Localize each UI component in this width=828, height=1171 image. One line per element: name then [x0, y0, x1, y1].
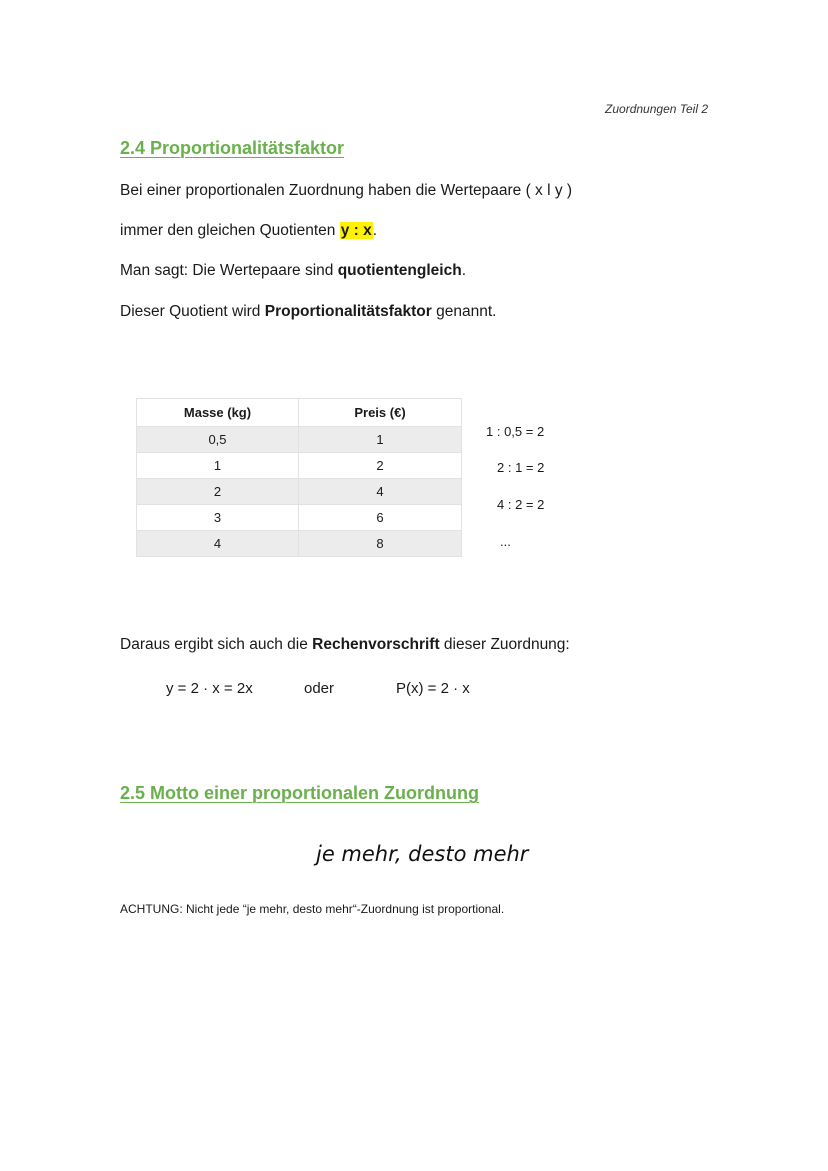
- table-row: [137, 505, 462, 531]
- table-row: [137, 453, 462, 479]
- table-cell-mass: 2: [137, 479, 299, 505]
- table-row: [137, 479, 462, 505]
- table-cell-mass: 4: [137, 531, 299, 557]
- calculation-2: 2 : 1 = 2: [497, 460, 545, 475]
- line4-suffix: genannt.: [431, 303, 497, 320]
- formula-y: y = 2 · x = 2x: [166, 680, 253, 697]
- table-cell-mass: 1: [137, 453, 299, 479]
- calculation-ellipsis: ...: [500, 534, 511, 549]
- table-cell-price: 4: [299, 479, 462, 505]
- motto-text: je mehr, desto mehr: [316, 842, 529, 866]
- table-cell-price: 8: [299, 531, 462, 557]
- line3-period: .: [461, 262, 466, 279]
- line2-period: .: [372, 222, 378, 239]
- calculation-1: 1 : 0,5 = 2: [486, 424, 545, 439]
- term-quotientengleich: quotientengleich: [337, 262, 462, 279]
- term-rechenvorschrift: Rechenvorschrift: [312, 636, 440, 653]
- highlighted-quotient: y : x: [340, 222, 372, 239]
- line3-text: Man sagt: Die Wertepaare sind: [120, 262, 338, 279]
- table-cell-price: 2: [299, 453, 462, 479]
- line4-text: Dieser Quotient wird: [120, 303, 265, 320]
- table-cell-mass: 3: [137, 505, 299, 531]
- table-header-mass: Masse (kg): [137, 399, 299, 427]
- table-cell-price: 6: [299, 505, 462, 531]
- calculation-3: 4 : 2 = 2: [497, 497, 545, 512]
- paragraph-line-2: [120, 222, 377, 240]
- table-cell-mass: 0,5: [137, 427, 299, 453]
- line2-text: immer den gleichen Quotienten: [120, 222, 340, 239]
- table-cell-price: 1: [299, 427, 462, 453]
- rule-text: Daraus ergibt sich auch die: [120, 636, 313, 653]
- table-row: [137, 427, 462, 453]
- term-proportionalitaetsfaktor: Proportionalitätsfaktor: [264, 303, 432, 320]
- warning-note: ACHTUNG: Nicht jede “je mehr, desto mehr“-Zuordnung ist proportional.: [120, 902, 505, 916]
- paragraph-line-3: [120, 262, 466, 280]
- rule-sentence: [120, 636, 570, 654]
- page-header-note: Zuordnungen Teil 2: [605, 102, 708, 116]
- section-title-motto: 2.5 Motto einer proportionalen Zuordnung: [120, 783, 479, 803]
- table-header-row: [137, 399, 462, 427]
- paragraph-line-4: [120, 303, 496, 321]
- formula-connector: oder: [304, 680, 335, 697]
- rule-text-end: dieser Zuordnung:: [439, 636, 570, 653]
- table-header-price: Preis (€): [299, 399, 462, 427]
- formula-p: P(x) = 2 · x: [396, 680, 470, 697]
- section-title-proportionality-factor: 2.4 Proportionalitätsfaktor: [120, 138, 345, 158]
- paragraph-line-1: Bei einer proportionalen Zuordnung haben die Wertepaare ( x l y ): [120, 182, 573, 199]
- table-row: [137, 531, 462, 557]
- mass-price-table: [136, 398, 462, 557]
